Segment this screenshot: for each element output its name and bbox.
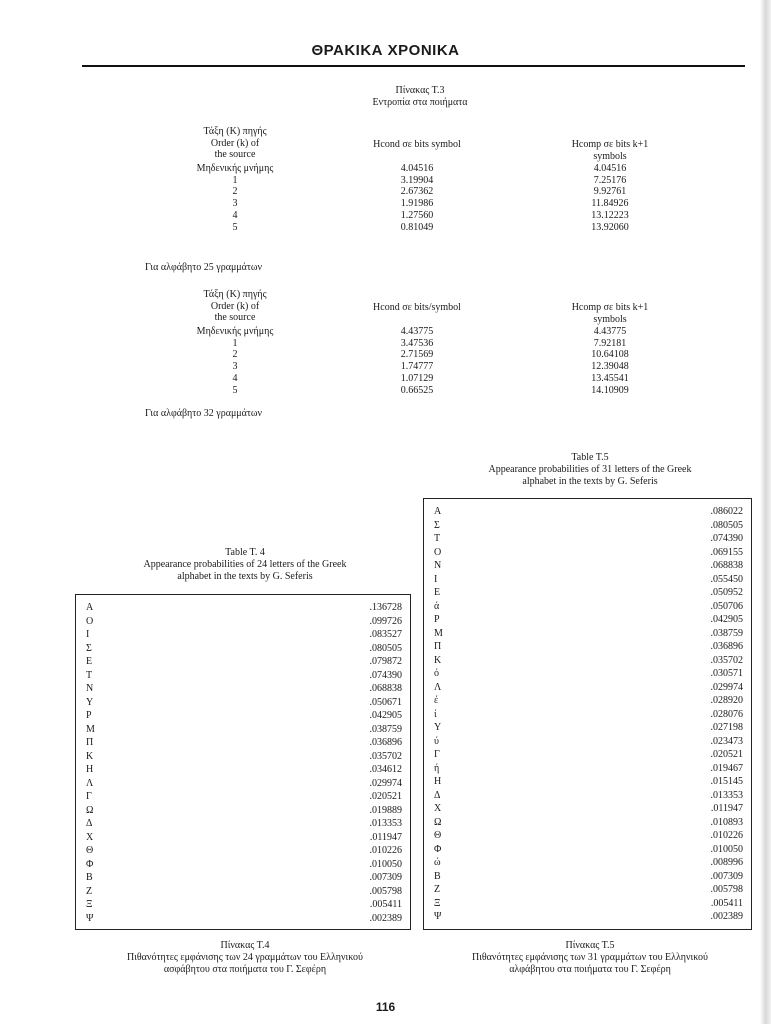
table-row	[424, 816, 751, 830]
t3-hcond-cell: 0.81049	[400, 221, 434, 233]
table-t3-subtitle: Εντροπία στα ποιήματα	[372, 97, 468, 108]
probability-cell: .028076	[710, 708, 743, 720]
t3-order-cell: 2	[232, 186, 238, 198]
table-row	[76, 669, 410, 683]
t3-hcond-cell: 4.04516	[400, 163, 434, 174]
table-row	[76, 642, 410, 656]
letter-cell: ά	[434, 600, 440, 612]
probability-cell: .083527	[369, 629, 402, 640]
table-row	[76, 682, 410, 696]
t3-b1-note: Για αλφάβητο 25 γραμμάτων	[145, 262, 263, 273]
table-t4-caption-gr: Πίνακας Τ.4 Πιθανότητες εμφάνισης των 24 γραμμάτων του Ελληνικού ασφάβητου στα ποιήματα του Γ. Σεφέρη	[126, 940, 363, 975]
letter-cell: Ο	[434, 546, 442, 558]
t3-hcond-cell: 3.47536	[400, 337, 434, 349]
table-row	[76, 601, 410, 615]
probability-cell: .020521	[710, 749, 743, 760]
table-row	[424, 613, 751, 627]
table-row	[424, 708, 751, 722]
t3-b1-head-order: Τάξη (Κ) πηγής Order (k) of the source	[203, 126, 267, 161]
probability-cell: .007309	[369, 872, 402, 883]
probability-cell: .050706	[710, 600, 743, 612]
table-t5	[423, 498, 752, 930]
t3-hcond-cell: 4.43775	[400, 326, 434, 337]
t3-hcomp-cell: 13.92060	[591, 221, 629, 233]
table-row	[424, 910, 751, 924]
table-row	[424, 546, 751, 560]
table-row	[424, 532, 751, 546]
letter-cell: Ψ	[434, 911, 442, 922]
table-row	[424, 721, 751, 735]
letter-cell: Λ	[434, 681, 442, 693]
table-row	[424, 775, 751, 789]
letter-cell: ί	[434, 708, 437, 720]
t3-b2-head-order: Τάξη (Κ) πηγής Order (k) of the source	[203, 289, 267, 324]
t3-hcomp-cell: 10.64108	[591, 349, 629, 361]
table-row	[424, 897, 751, 911]
t3-hcomp-cell: 7.92181	[593, 337, 627, 349]
table-row	[424, 843, 751, 857]
probability-cell: .010050	[369, 858, 402, 870]
table-row	[424, 762, 751, 776]
t3-order-cell: 2	[232, 349, 238, 361]
table-row	[76, 885, 410, 899]
probability-cell: .013353	[369, 818, 402, 829]
letter-cell: Ε	[86, 656, 93, 667]
letter-cell: Ο	[86, 615, 94, 627]
t3-hcond-cell: 1.07129	[400, 372, 434, 384]
letter-cell: Η	[86, 764, 94, 775]
probability-cell: .005411	[710, 897, 743, 909]
t3-order-cell: 1	[232, 337, 238, 349]
table-row	[424, 654, 751, 668]
probability-cell: .019889	[369, 804, 402, 816]
letter-cell: Σ	[86, 642, 92, 654]
table-row	[424, 519, 751, 533]
t3-order-cell: 1	[232, 174, 238, 186]
t3-order-cell: 4	[232, 209, 238, 221]
t3-hcomp-cell: 4.43775	[593, 326, 627, 337]
probability-cell: .050671	[369, 696, 402, 708]
t3-hcomp-cell: 7.25176	[593, 174, 627, 186]
letter-cell: Χ	[86, 831, 94, 843]
table-row	[424, 789, 751, 803]
letter-cell: Ρ	[86, 710, 92, 721]
letter-cell: Ν	[434, 560, 442, 571]
letter-cell: Μ	[434, 627, 443, 639]
t3-order-cell: 4	[232, 372, 238, 384]
probability-cell: .042905	[710, 614, 743, 625]
letter-cell: Φ	[434, 843, 442, 855]
probability-cell: .027198	[710, 722, 743, 733]
probability-cell: .010893	[710, 816, 743, 828]
t3-hcomp-cell: 13.45541	[591, 372, 629, 384]
t3-b1-head-hcomp: Hcomp σε bits k+1 symbols	[571, 139, 649, 162]
t3-hcomp-cell: 9.92761	[593, 186, 627, 198]
t3-hcond-cell: 3.19904	[400, 174, 434, 186]
table-row	[76, 844, 410, 858]
t3-order-cell: Μηδενικής μνήμης	[196, 163, 274, 174]
probability-cell: .005411	[369, 899, 402, 910]
probability-cell: .080505	[710, 519, 743, 531]
table-row	[424, 748, 751, 762]
letter-cell: Υ	[86, 696, 94, 708]
table-row	[76, 750, 410, 764]
letter-cell: Ξ	[86, 899, 93, 910]
probability-cell: .010226	[710, 830, 743, 841]
table-row	[76, 777, 410, 791]
table-row	[76, 709, 410, 723]
table-t4	[75, 594, 411, 930]
page-number: 116	[375, 1000, 396, 1014]
table-row	[76, 831, 410, 845]
probability-cell: .015145	[710, 776, 743, 787]
letter-cell: Π	[434, 641, 442, 652]
letter-cell: Ω	[434, 816, 442, 828]
table-t5-caption-en: Table T.5 Appearance probabilities of 31 letters of the Greek alphabet in the texts by G. Seferis	[488, 452, 692, 487]
table-row	[424, 735, 751, 749]
table-row	[424, 829, 751, 843]
letter-cell: Β	[434, 870, 441, 882]
t3-order-cell: Μηδενικής μνήμης	[196, 326, 274, 337]
letter-cell: Χ	[434, 803, 442, 814]
letter-cell: Ω	[86, 804, 94, 816]
table-row	[424, 856, 751, 870]
probability-cell: .079872	[369, 656, 402, 667]
t3-hcond-cell: 2.71569	[400, 349, 434, 361]
table-row	[424, 573, 751, 587]
table-row	[424, 870, 751, 884]
probability-cell: .029974	[710, 681, 743, 693]
probability-cell: .099726	[369, 615, 402, 627]
table-t3-caption	[300, 85, 540, 109]
t3-order-cell: 3	[232, 361, 238, 373]
letter-cell: Τ	[434, 533, 441, 544]
letter-cell: ύ	[434, 735, 439, 747]
letter-cell: Ζ	[434, 884, 441, 895]
letter-cell: Ε	[434, 587, 441, 598]
probability-cell: .038759	[710, 627, 743, 639]
letter-cell: Ξ	[434, 897, 441, 909]
probability-cell: .036896	[369, 737, 402, 748]
letter-cell: Δ	[434, 789, 441, 801]
probability-cell: .020521	[369, 791, 402, 802]
letter-cell: Δ	[86, 818, 93, 829]
letter-cell: Ψ	[86, 912, 94, 924]
table-row	[76, 736, 410, 750]
letter-cell: Μ	[86, 723, 95, 735]
probability-cell: .136728	[369, 602, 402, 613]
probability-cell: .023473	[710, 735, 743, 747]
table-row	[424, 681, 751, 695]
t3-order-cell: 5	[232, 384, 238, 396]
letter-cell: Σ	[434, 519, 440, 531]
probability-cell: .002389	[369, 912, 402, 924]
table-row	[76, 615, 410, 629]
letter-cell: ή	[434, 762, 440, 774]
t3-b1-head-hcond: Hcond σε bits symbol	[373, 139, 461, 150]
letter-cell: Α	[86, 602, 94, 613]
table-row	[76, 763, 410, 777]
t3-hcond-cell: 2.67362	[400, 186, 434, 198]
probability-cell: .035702	[369, 750, 402, 762]
t3-hcomp-cell: 11.84926	[591, 198, 629, 210]
letter-cell: Η	[434, 776, 442, 787]
table-row	[76, 723, 410, 737]
table-row	[424, 586, 751, 600]
letter-cell: Π	[86, 737, 94, 748]
table-row	[76, 655, 410, 669]
letter-cell: Φ	[86, 858, 94, 870]
table-row	[76, 696, 410, 710]
t3-hcond-cell: 1.91986	[400, 198, 434, 210]
probability-cell: .011947	[710, 803, 743, 814]
letter-cell: έ	[434, 695, 439, 706]
t3-hcomp-cell: 12.39048	[591, 361, 629, 373]
table-row	[424, 559, 751, 573]
letter-cell: Υ	[434, 722, 442, 733]
t3-b2-note: Για αλφάβητο 32 γραμμάτων	[145, 408, 263, 419]
table-row	[76, 898, 410, 912]
letter-cell: Ι	[86, 629, 90, 640]
probability-cell: .055450	[710, 573, 743, 585]
table-row	[76, 817, 410, 831]
letter-cell: Κ	[434, 654, 442, 666]
probability-cell: .068838	[369, 683, 402, 694]
letter-cell: Κ	[86, 750, 94, 762]
letter-cell: Γ	[434, 749, 440, 760]
t3-hcomp-cell: 13.12223	[591, 209, 629, 221]
probability-cell: .035702	[710, 654, 743, 666]
t3-order-cell: 5	[232, 221, 238, 233]
letter-cell: Τ	[86, 669, 93, 681]
table-row	[424, 600, 751, 614]
probability-cell: .086022	[710, 506, 743, 517]
table-row	[424, 505, 751, 519]
t3-b2-head-hcond: Hcond σε bits/symbol	[373, 302, 461, 313]
t3-hcomp-cell: 14.10909	[591, 384, 629, 396]
table-row	[76, 804, 410, 818]
table-row	[424, 694, 751, 708]
probability-cell: .042905	[369, 710, 402, 721]
table-row	[424, 640, 751, 654]
probability-cell: .011947	[369, 831, 402, 843]
letter-cell: ό	[434, 668, 439, 679]
letter-cell: Γ	[86, 791, 92, 802]
table-row	[76, 628, 410, 642]
probability-cell: .050952	[710, 587, 743, 598]
probability-cell: .034612	[369, 764, 402, 775]
t3-hcond-cell: 1.74777	[400, 361, 434, 373]
probability-cell: .002389	[710, 911, 743, 922]
letter-cell: Ν	[86, 683, 94, 694]
probability-cell: .030571	[710, 668, 743, 679]
letter-cell: Α	[434, 506, 442, 517]
t3-order-cell: 3	[232, 198, 238, 210]
probability-cell: .028920	[710, 695, 743, 706]
letter-cell: Θ	[434, 830, 442, 841]
probability-cell: .038759	[369, 723, 402, 735]
probability-cell: .010226	[369, 845, 402, 856]
probability-cell: .074390	[369, 669, 402, 681]
t3-hcond-cell: 0.66525	[400, 384, 434, 396]
probability-cell: .019467	[710, 762, 743, 774]
probability-cell: .007309	[710, 870, 743, 882]
table-row	[424, 627, 751, 641]
header-rule	[82, 65, 745, 67]
probability-cell: .069155	[710, 546, 743, 558]
page-edge-shadow	[760, 0, 771, 1024]
probability-cell: .029974	[369, 777, 402, 789]
probability-cell: .010050	[710, 843, 743, 855]
table-row	[76, 790, 410, 804]
probability-cell: .013353	[710, 789, 743, 801]
probability-cell: .005798	[710, 884, 743, 895]
probability-cell: .005798	[369, 885, 402, 897]
probability-cell: .080505	[369, 642, 402, 654]
t3-hcomp-cell: 4.04516	[593, 163, 627, 174]
table-t5-caption-gr: Πίνακας Τ.5 Πιθανότητες εμφάνισης των 31 γραμμάτων του Ελληνικού αλφάβητου στα ποιήματα του Γ. Σεφέρη	[471, 940, 708, 975]
letter-cell: Ρ	[434, 614, 440, 625]
table-row	[76, 871, 410, 885]
probability-cell: .008996	[710, 857, 743, 868]
letter-cell: Ζ	[86, 885, 93, 897]
table-t4-caption-en: Table T. 4 Appearance probabilities of 24 letters of the Greek alphabet in the texts by G. Seferis	[143, 547, 347, 582]
table-row	[76, 912, 410, 926]
table-row	[424, 802, 751, 816]
letter-cell: Β	[86, 872, 93, 883]
t3-hcond-cell: 1.27560	[400, 209, 434, 221]
letter-cell: Λ	[86, 777, 94, 789]
letter-cell: ώ	[434, 857, 441, 868]
table-row	[76, 858, 410, 872]
probability-cell: .036896	[710, 641, 743, 652]
table-row	[424, 667, 751, 681]
letter-cell: Θ	[86, 845, 94, 856]
table-row	[424, 883, 751, 897]
t3-b2-head-hcomp: Hcomp σε bits k+1 symbols	[571, 302, 649, 325]
probability-cell: .074390	[710, 533, 743, 544]
running-header: ΘΡΑΚΙΚΑ ΧΡΟΝΙΚΑ	[311, 42, 460, 59]
table-t3-title: Πίνακας Τ.3	[395, 85, 445, 96]
letter-cell: Ι	[434, 573, 438, 585]
probability-cell: .068838	[710, 560, 743, 571]
